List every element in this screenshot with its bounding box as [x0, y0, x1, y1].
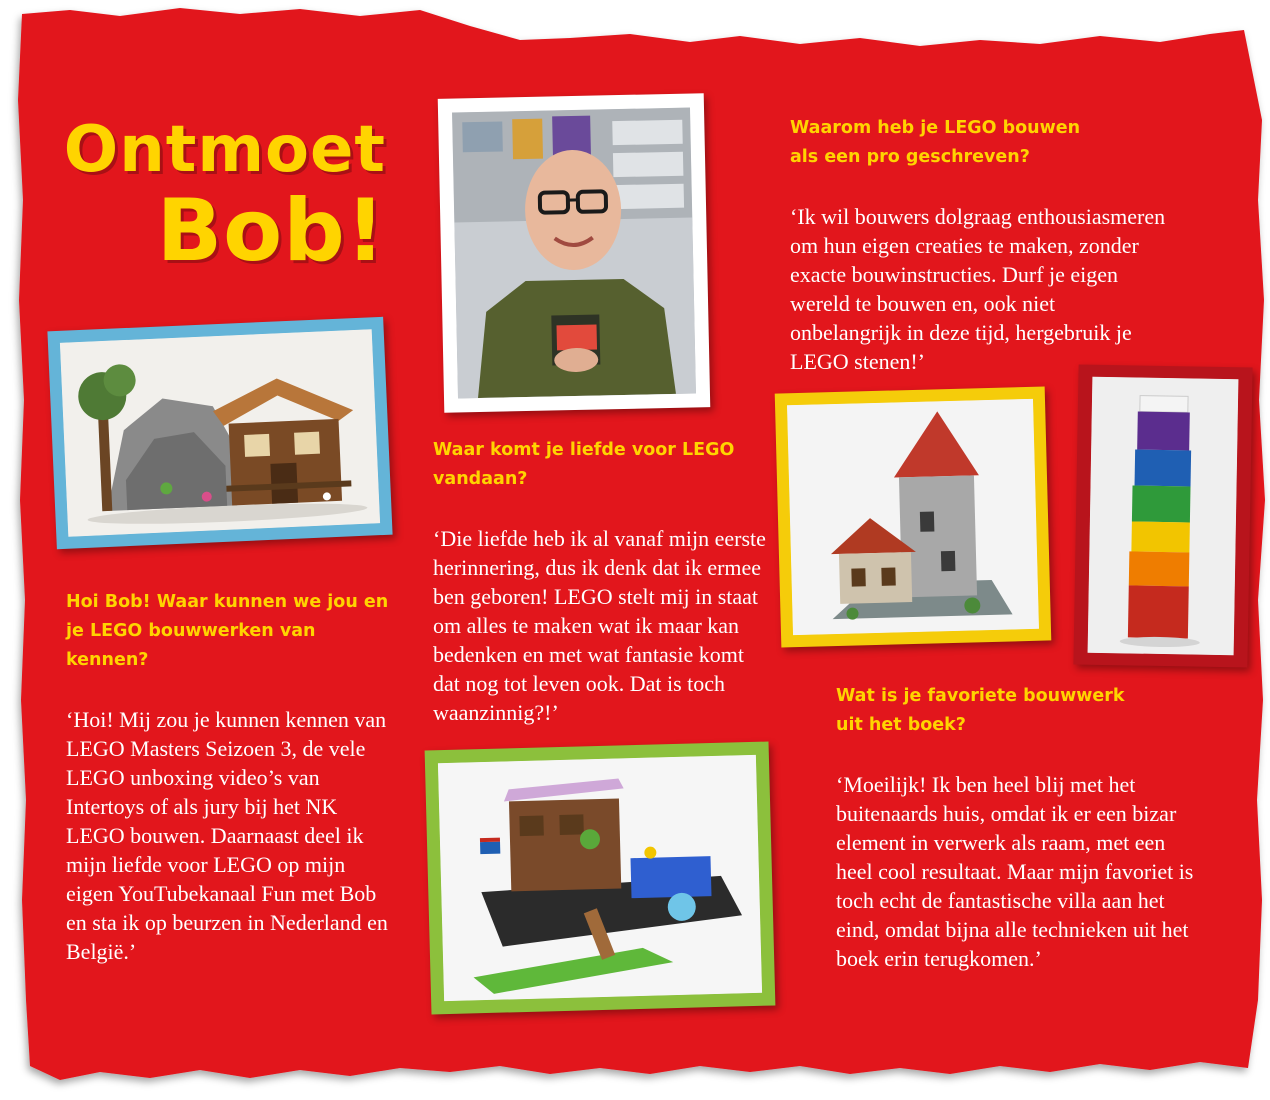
answer-liefde: ‘Die liefde heb ik al vanaf mijn eerste herinnering, dus ik denk dat ik ermee ben geboren! LEGO stelt mij in staat om alles te maken wat ik maar kan bedenken en met wat fantasie komt dat nog tot leven ook. Dat is toch waanzinnig?!’ [433, 526, 766, 725]
photo-bob-portrait [452, 108, 696, 399]
photo-frame-tower [775, 387, 1052, 648]
page-title [60, 113, 386, 281]
question-favoriet: Wat is je favoriete bouwwerk uit het boek? [836, 686, 1125, 735]
photo-houseboat-build [438, 755, 762, 1001]
photo-cabin-build [60, 329, 380, 536]
photo-frame-houseboat [425, 742, 776, 1015]
answer-favoriet: ‘Moeilijk! Ik ben heel blij met het buitenaards huis, omdat ik er een bizar element in verwerk als raam, met een heel cool resultaat. Maar mijn favoriet is toch echt de fantastische villa aan het eind, omdat bijna alle technieken uit het boek erin terugkomen.’ [836, 772, 1194, 971]
answer-hoi-bob: ‘Hoi! Mij zou je kunnen kennen van LEGO Masters Seizoen 3, de vele LEGO unboxing video’s van Intertoys of als jury bij het NK LEGO bouwen. Daarnaast deel ik mijn liefde voor LEGO op mijn eigen YouTubekanaal Fun met Bob en sta ik op beurzen in Nederland en België.’ [66, 707, 388, 964]
answer-waarom: ‘Ik wil bouwers dolgraag enthousiasmeren om hun eigen creaties te maken, zonder exacte bouwinstructies. Durf je eigen wereld te bouwen en, ook niet onbelangrijk in deze tijd, hergebruik je LEGO stenen!’ [790, 204, 1166, 374]
title-line-2: Bob! [156, 181, 386, 281]
question-hoi-bob: Hoi Bob! Waar kunnen we jou en je LEGO bouwwerken van kennen? [66, 592, 389, 670]
section-hoi-bob [66, 588, 396, 966]
section-liefde [433, 436, 773, 727]
photo-frame-bob [438, 93, 711, 413]
photo-frame-cabin [47, 317, 392, 549]
section-waarom [790, 114, 1170, 376]
question-liefde: Waar komt je liefde voor LEGO vandaan? [433, 440, 735, 489]
section-favoriet [836, 682, 1206, 973]
photo-rainbow-build [1088, 377, 1239, 656]
photo-frame-rainbow [1073, 365, 1252, 668]
photo-tower-build [787, 399, 1039, 635]
question-waarom: Waarom heb je LEGO bouwen als een pro geschreven? [790, 118, 1081, 167]
title-line-1: Ontmoet [63, 113, 386, 187]
